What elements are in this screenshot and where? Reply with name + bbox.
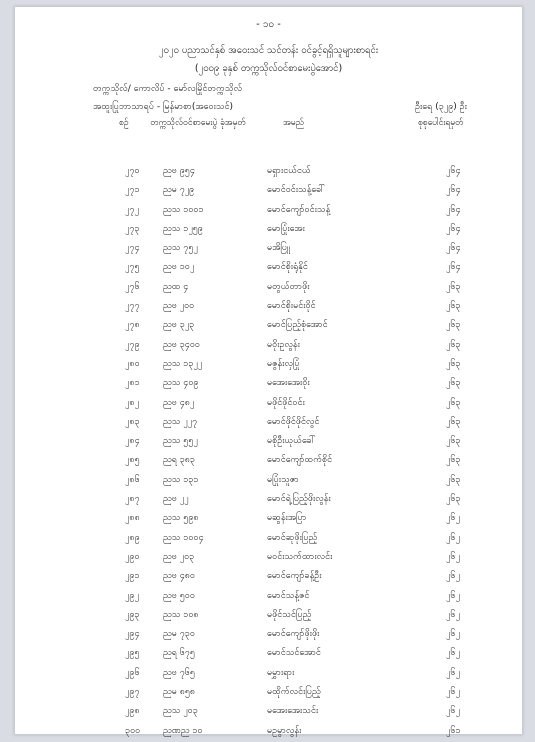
row-number: ၂၇၄	[125, 243, 140, 254]
total-score: ၂၆၂	[446, 571, 460, 582]
total-score: ၂၆၃	[446, 416, 461, 427]
student-name: မောင်ကျော်ဝင်းသန့်	[267, 204, 331, 215]
table-row	[15, 549, 522, 568]
total-score: ၂၆၂	[446, 687, 460, 698]
roll-number: ညရ ၃၈၃	[163, 455, 195, 466]
roll-number: ညသ ၁၀၀၄	[163, 532, 204, 543]
university-line: တက္ကသိုလ်/ ကောလိပ် - မော်လမြိုင်တက္ကသိုလ်	[93, 84, 243, 94]
table-row	[15, 645, 522, 664]
student-name: မောင်ကျော်ထက်စိုင်	[267, 455, 333, 466]
total-count: ဦးရေ (၃၂၉) ဦး	[415, 102, 467, 112]
student-name: မဝိုးဥလွန်း	[267, 339, 300, 350]
roll-number: ညသ ၁၀၀၁	[163, 204, 204, 215]
roll-number: ညမ ၇၂၉	[163, 185, 195, 196]
roll-number: ညဗ ၂၀၀	[163, 301, 195, 312]
student-name: မစိုဦးယုယ်ခေါ်	[267, 436, 316, 447]
row-number: ၂၇၈	[125, 320, 140, 331]
table-row	[15, 414, 522, 433]
row-number: ၂၉၅	[125, 648, 140, 659]
total-score: ၂၆၃	[446, 320, 461, 331]
table-row	[15, 375, 522, 394]
page-number: - ၁၀ -	[256, 19, 281, 30]
student-name: မအေးအေးဝိုး	[267, 378, 310, 389]
table-row	[15, 665, 522, 684]
roll-number: ညဗ ၂၂	[163, 494, 189, 505]
total-score: ၂၆၃	[446, 494, 461, 505]
total-score: ၂၆၃	[446, 281, 461, 292]
table-row	[15, 607, 522, 626]
roll-number: ညမ ၇၃၀	[163, 629, 195, 640]
row-number: ၂၈၇	[125, 494, 140, 505]
student-name: မောင်ပြည့်စုံအောင်	[267, 320, 328, 331]
column-header-name: အမည်	[283, 118, 304, 128]
student-name: မောင်ဝင်းသန့်ခေါ်	[267, 185, 326, 196]
table-row	[15, 337, 522, 356]
total-score: ၂၆၂	[446, 629, 460, 640]
row-number: ၂၇၉	[125, 339, 140, 350]
column-header-total: စုစုပေါင်းရမှတ်	[418, 118, 464, 128]
student-name: မမွှားရား	[267, 667, 295, 678]
total-score: ၂၆၃	[446, 455, 461, 466]
student-name: မဥမွာလွန်း	[267, 725, 302, 736]
roll-number: ညသ ၁၀၈	[163, 609, 199, 620]
roll-number: ညသ ၅၉၈	[163, 513, 199, 524]
table-row	[15, 510, 522, 529]
total-score: ၂၆၂	[446, 648, 460, 659]
roll-number: ညသ ၁၂၅၉	[163, 223, 203, 234]
table-row	[15, 703, 522, 722]
column-header-no: စဉ်	[119, 118, 129, 128]
roll-number: ညသ ၂၂၇	[163, 416, 198, 427]
row-number: ၂၈၅	[125, 455, 140, 466]
total-score: ၂၆၃	[446, 378, 461, 389]
total-score: ၂၆၄	[446, 262, 461, 273]
total-score: ၂၆၄	[446, 204, 461, 215]
total-score: ၂၆၃	[446, 397, 461, 408]
student-name: မောင်ကျော်ခန့်ဦး	[267, 571, 322, 582]
total-score: ၂၆၂	[446, 667, 460, 678]
total-score: ၂၆၂	[446, 609, 460, 620]
total-score: ၂၆၂	[446, 532, 460, 543]
student-name: မဆွန်းအပြာ	[267, 513, 307, 524]
row-number: ၂၈၃	[125, 416, 140, 427]
total-score: ၂၆၂	[446, 551, 460, 562]
row-number: ၂၈၆	[125, 474, 140, 485]
table-row	[15, 221, 522, 240]
row-number: ၂၉၆	[125, 667, 140, 678]
row-number: ၂၇၆	[125, 281, 140, 292]
column-header-roll: တက္ကသိုလ်ဝင်စာမေးပွဲ ခုံအမှတ်	[150, 118, 246, 128]
student-name: မထိုက်လင်းပြည့်	[267, 687, 321, 698]
student-name: မဇွန်းလှပြုံ	[267, 358, 300, 369]
roll-number: ညဗ ၉၅၄	[163, 166, 195, 176]
roll-number: ညဗ ၁၀၂	[163, 262, 195, 273]
roll-number: ညဗ ၄၈၀	[163, 571, 195, 582]
table-row	[15, 530, 522, 549]
total-score: ၂၆၄	[446, 185, 461, 196]
total-score: ၂၆၂	[446, 590, 460, 601]
student-name: မအေးအေးသင်း	[267, 706, 319, 717]
total-score: ၂၆၄	[446, 166, 461, 176]
total-score: ၂၆၃	[446, 358, 461, 369]
student-name: မောင်စိုးရုံနိုင်	[267, 262, 308, 273]
roll-number: ညဗ ၃၄၀၀	[163, 339, 200, 350]
document-title: ၂၀၂၀ ပညာသင်နှစ် အဝေးသင် သင်တန်း ဝင်ခွင့်ရရှိသူများစာရင်း	[158, 45, 379, 56]
total-score: ၂၆၄	[446, 243, 461, 254]
row-number: ၂၈၉	[125, 532, 140, 543]
roll-number: ညဏည ၁၀	[163, 725, 203, 736]
row-number: ၂၈၀	[125, 358, 140, 369]
student-name: မပြုံးသူဇာ	[267, 474, 299, 485]
student-name: မောင်သင်အောင်	[267, 648, 321, 659]
total-score: ၂၆၂	[446, 513, 460, 524]
table-row	[15, 568, 522, 587]
table-row	[15, 298, 522, 317]
table-row	[15, 163, 522, 182]
row-number: ၂၉၈	[125, 706, 140, 717]
row-number: ၂၇၃	[125, 223, 140, 234]
student-list	[15, 163, 522, 742]
row-number: ၂၉၃	[125, 609, 140, 620]
table-row	[15, 279, 522, 298]
roll-number: ညဗ ၄၈၂	[163, 397, 195, 408]
roll-number: ညဗ ၂၀၃	[163, 551, 195, 562]
row-number: ၂၇၀	[125, 166, 140, 176]
table-row	[15, 684, 522, 703]
student-name: မောပြုံးအေး	[267, 223, 305, 234]
total-score: ၂၆၁	[446, 725, 461, 736]
table-row	[15, 472, 522, 491]
total-score: ၂၆၄	[446, 223, 461, 234]
student-name: မောင်သန့်ဇင်	[267, 590, 310, 601]
roll-number: ညထ ၄	[163, 281, 189, 292]
total-score: ၂၆၃	[446, 474, 461, 485]
row-number: ၂၉၄	[125, 629, 140, 640]
student-name: မောင်စိုးမင်းဝိုင်	[267, 301, 316, 312]
roll-number: ညသ ၁၃၁	[163, 474, 199, 485]
document-page	[14, 6, 523, 735]
total-score: ၂၆၃	[446, 436, 461, 447]
student-name: မဝင်းသက်ထားလင်း	[267, 551, 333, 562]
table-row	[15, 356, 522, 375]
roll-number: ညသ ၂၀၃	[163, 706, 198, 717]
student-name: မဖိုင်သင်ပြည့်	[267, 609, 312, 620]
table-row	[15, 491, 522, 510]
table-row	[15, 202, 522, 221]
row-number: ၂၈၈	[125, 513, 140, 524]
student-name: မောင်ကျော်ဖိုးဖိုး	[267, 629, 320, 640]
roll-number: ညဗ ၇၆၅	[163, 667, 195, 678]
table-row	[15, 452, 522, 471]
document-subtitle: (၂၀၀၉ ခုနှစ် တက္ကသိုလ်ဝင်စာမေးပွဲအောင်)	[194, 63, 343, 74]
row-number: ၂၉၂	[125, 590, 139, 601]
table-row	[15, 317, 522, 336]
table-row	[15, 588, 522, 607]
roll-number: ညသ ၇၅၂	[163, 243, 198, 254]
student-name: မအိပြူ	[267, 243, 290, 254]
table-row	[15, 395, 522, 414]
roll-number: ညရ ၆၇၅	[163, 648, 195, 659]
row-number: ၂၈၄	[125, 436, 140, 447]
student-name: မောင်ရဲ့ပြည့်ဖိုးလွန်း	[267, 494, 331, 505]
total-score: ၂၆၂	[446, 706, 460, 717]
row-number: ၂၉၀	[125, 551, 140, 562]
row-number: ၂၈၂	[125, 397, 139, 408]
table-row	[15, 433, 522, 452]
row-number: ၂၇၅	[125, 262, 140, 273]
table-row	[15, 259, 522, 278]
table-row	[15, 626, 522, 645]
student-name: မောင်ဆုဖိုးပြည့်	[267, 532, 318, 543]
roll-number: ညဗ ၃၂၃	[163, 320, 195, 331]
roll-number: ညသ ၅၅၂	[163, 436, 198, 447]
row-number: ၂၉၁	[125, 571, 140, 582]
row-number: ၂၉၇	[125, 687, 140, 698]
major-line: အထူးပြုဘာသာရပ် - မြန်မာစာ(အဝေးသင်)	[93, 102, 234, 112]
roll-number: ညဗ ၅၀၀	[163, 590, 195, 601]
student-name: မတွယ်တာဖိုး	[267, 281, 310, 292]
student-name: မောင်ဖိုင်ဖိုင်လွင်	[267, 416, 320, 427]
row-number: ၂၇၂	[125, 204, 139, 215]
roll-number: ညမ ၈၅၈	[163, 687, 196, 698]
total-score: ၂၆၃	[446, 301, 461, 312]
row-number: ၃၀၀	[125, 725, 141, 736]
table-row	[15, 240, 522, 259]
roll-number: ညသ ၄၀၉	[163, 378, 199, 389]
student-name: မဖိုင်ဖိုင်ဝင်း	[267, 397, 305, 408]
table-row	[15, 723, 522, 742]
row-number: ၂၇၁	[125, 185, 140, 196]
table-row	[15, 182, 522, 201]
row-number: ၂၇၇	[125, 301, 140, 312]
row-number: ၂၈၁	[125, 378, 140, 389]
student-name: မရှားငယ်ငယ်	[267, 166, 311, 176]
roll-number: ညသ ၁၃၂၂	[163, 358, 203, 369]
total-score: ၂၆၃	[446, 339, 461, 350]
